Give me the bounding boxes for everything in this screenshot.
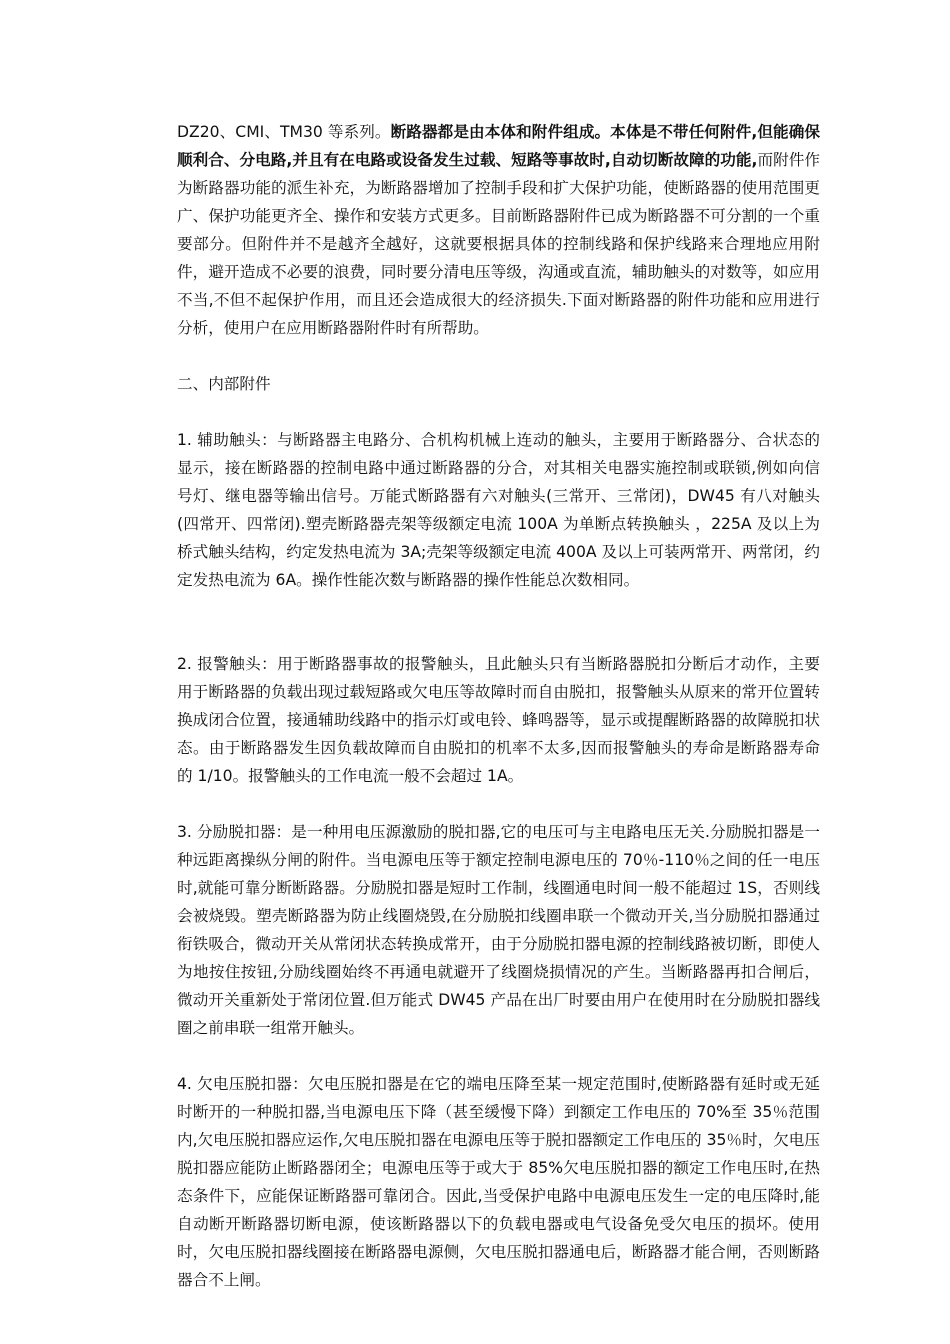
intro-text-rest: 而附件作为断路器功能的派生补充，为断路器增加了控制手段和扩大保护功能，使断路器的使用范围更广、保护功能更齐全、操作和安装方式更多。目前断路器附件已成为断路器不可分割的一个重要部分。但附件并不是越齐全越好，这就要根据具体的控制线路和保护线路来合理地应用附件，避开造成不必要的浪费，同时要分清电压等级，沟通或直流，辅助触头的对数等，如应用不当,不但不起保护作用，而且还会造成很大的经济损失.下面对断路器的附件功能和应用进行分析，使用户在应用断路器附件时有所帮助。	[177, 151, 820, 337]
item-undervoltage-release: 4. 欠电压脱扣器：欠电压脱扣器是在它的端电压降至某一规定范围时,使断路器有延时或无延时断开的一种脱扣器,当电源电压下降（甚至缓慢下降）到额定工作电压的 70%至 35％范围内,欠电压脱扣器应运作,欠电压脱扣器在电源电压等于脱扣器额定工作电压的 35％时，欠电压脱扣器应能防止断路器闭全；电源电压等于或大于 85%欠电压脱扣器的额定工作电压时,在热态条件下，应能保证断路器可靠闭合。因此,当受保护电路中电源电压发生一定的电压降时,能自动断开断路器切断电源，使该断路器以下的负载电器或电气设备免受欠电压的损坏。使用时，欠电压脱扣器线圈接在断路器电源侧，欠电压脱扣器通电后，断路器才能合闸，否则断路器合不上闸。	[177, 1075, 820, 1289]
spacer	[177, 342, 820, 370]
intro-paragraph	[177, 118, 820, 342]
item-alarm-contact: 2. 报警触头：用于断路器事故的报警触头，且此触头只有当断路器脱扣分断后才动作，主要用于断路器的负载出现过载短路或欠电压等故障时而自由脱扣，报警触头从原来的常开位置转换成闭合位置，接通辅助线路中的指示灯或电铃、蜂鸣器等，显示或提醒断路器的故障脱扣状态。由于断路器发生因负载故障而自由脱扣的机率不太多,因而报警触头的寿命是断路器寿命的 1/10。报警触头的工作电流一般不会超过 1A。	[177, 655, 820, 785]
item-auxiliary-contact: 1. 辅助触头：与断路器主电路分、合机构机械上连动的触头，主要用于断路器分、合状态的显示，接在断路器的控制电路中通过断路器的分合，对其相关电器实施控制或联锁,例如向信号灯、继电器等输出信号。万能式断路器有六对触头(三常开、三常闭)，DW45 有八对触头(四常开、四常闭).塑壳断路器壳架等级额定电流 100A 为单断点转换触头 ，225A 及以上为桥式触头结构，约定发热电流为 3A;壳架等级额定电流 400A 及以上可装两常开、两常闭，约定发热电流为 6A。操作性能次数与断路器的操作性能总次数相同。	[177, 431, 820, 589]
document-page	[177, 118, 820, 1294]
item-shunt-release: 3. 分励脱扣器：是一种用电压源激励的脱扣器,它的电压可与主电路电压无关.分励脱扣器是一种远距离操纵分闸的附件。当电源电压等于额定控制电源电压的 70％-110％之间的任一电压时,就能可靠分断断路器。分励脱扣器是短时工作制，线圈通电时间一般不能超过 1S，否则线会被烧毁。塑壳断路器为防止线圈烧毁,在分励脱扣线圈串联一个微动开关,当分励脱扣器通过衔铁吸合，微动开关从常闭状态转换成常开，由于分励脱扣器电源的控制线路被切断，即使人为地按住按钮,分励线圈始终不再通电就避开了线圈烧损情况的产生。当断路器再扣合闸后，微动开关重新处于常闭位置.但万能式 DW45 产品在出厂时要由用户在使用时在分励脱扣器线圈之前串联一组常开触头。	[177, 823, 820, 1037]
spacer	[177, 790, 820, 818]
spacer	[177, 594, 820, 650]
spacer	[177, 1042, 820, 1070]
spacer	[177, 398, 820, 426]
intro-bold-text: 断路器都是由本体和附件组成。本体是不带任何附件,但能确保顺利合、分电路,并且有在电路或设备发生过载、短路等事故时,自动切断故障的功能,	[177, 123, 820, 169]
intro-text-start: DZ20、CMI、TM30 等系列。	[177, 123, 391, 141]
section-heading: 二、内部附件	[177, 375, 271, 393]
